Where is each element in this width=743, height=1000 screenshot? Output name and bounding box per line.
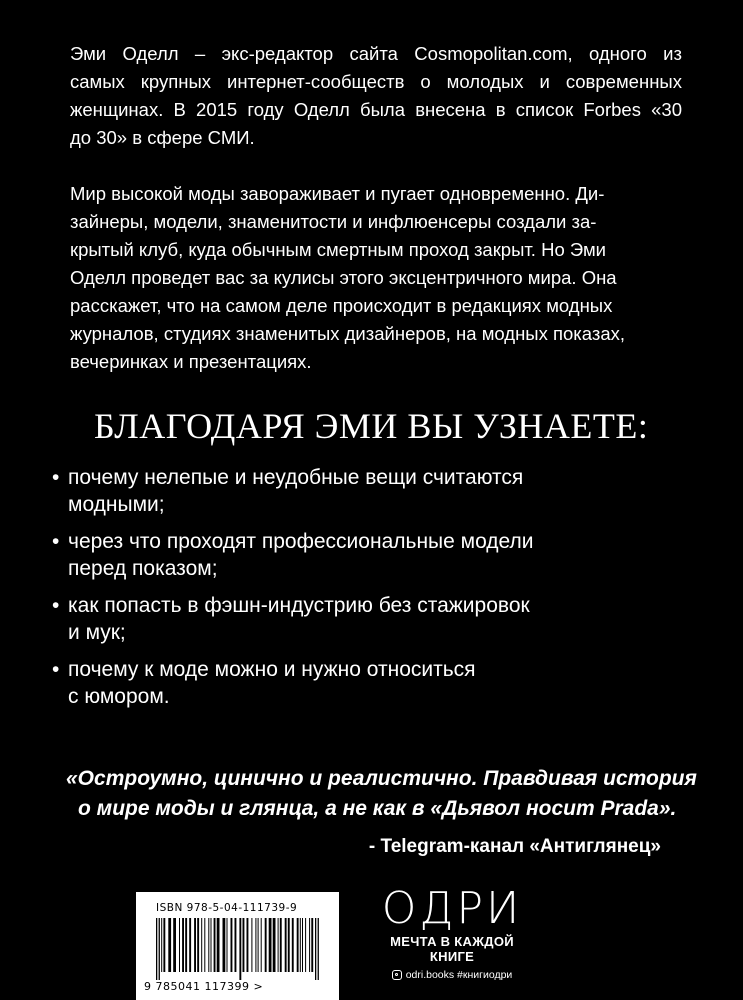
quote-line: о мире моды и глянца, а не как в «Дьявол носит Prada». <box>78 797 677 820</box>
benefits-list <box>52 464 692 720</box>
quote-line: «Остроумно, цинично и реалистично. Правдивая история <box>66 767 697 790</box>
barcode-digits: 9 785041 117399 > <box>144 980 264 993</box>
list-item-line: модными; <box>68 493 165 516</box>
review-quote <box>66 764 697 824</box>
list-item-line: как попасть в фэшн-индустрию без стажировок <box>68 594 530 617</box>
author-bio-line: до 30» в сфере СМИ. <box>70 127 255 148</box>
barcode-icon <box>156 918 320 980</box>
publisher-block <box>368 884 536 982</box>
publisher-slogan: МЕЧТА В КАЖДОЙ <box>390 934 514 949</box>
author-bio <box>70 40 682 152</box>
bullet-icon: • <box>52 466 60 489</box>
description-line: вечеринках и презентациях. <box>70 351 312 372</box>
publisher-logo: ОДРИ <box>381 883 523 934</box>
barcode-panel <box>136 892 339 1000</box>
list-item <box>52 464 692 518</box>
description-line: расскажет, что на самом деле происходит в редакциях модных <box>70 295 613 316</box>
isbn-text: ISBN 978-5-04-111739-9 <box>156 902 298 914</box>
book-description <box>70 180 682 376</box>
list-item-line: и мук; <box>68 621 126 644</box>
description-line: Оделл проведет вас за кулисы этого эксцентричного мира. Она <box>70 267 617 288</box>
author-bio-line: женщинах. В 2015 году Оделл была внесена в список Forbes «30 <box>70 99 682 120</box>
author-bio-line: самых крупных интернет-сообществ о молодых и современных <box>70 71 682 92</box>
list-item <box>52 656 692 710</box>
list-item-line: почему к моде можно и нужно относиться <box>68 658 476 681</box>
description-line: журналов, студиях знаменитых дизайнеров, на модных показах, <box>70 323 626 344</box>
description-line: зайнеры, модели, знаменитости и инфлюенсеры создали за- <box>70 211 597 232</box>
bullet-icon: • <box>52 530 60 553</box>
instagram-icon <box>392 970 402 980</box>
description-line: крытый клуб, куда обычным смертным проход закрыт. Но Эми <box>70 239 607 260</box>
list-item <box>52 528 692 582</box>
list-item-line: с юмором. <box>68 685 170 708</box>
bullet-icon: • <box>52 658 60 681</box>
description-line: Мир высокой моды завораживает и пугает одновременно. Ди- <box>70 183 605 204</box>
quote-attribution: - Telegram-канал «Антиглянец» <box>368 836 661 857</box>
author-bio-line: Эми Оделл – экс-редактор сайта Cosmopolitan.com, одного из <box>70 43 682 64</box>
list-item-line: через что проходят профессиональные модели <box>68 530 534 553</box>
section-heading: БЛАГОДАРЯ ЭМИ ВЫ УЗНАЕТЕ: <box>94 406 649 446</box>
list-item-line: перед показом; <box>68 557 218 580</box>
publisher-slogan: КНИГЕ <box>429 949 475 964</box>
list-item <box>52 592 692 646</box>
publisher-social <box>368 968 536 982</box>
list-item-line: почему нелепые и неудобные вещи считаются <box>68 466 524 489</box>
bullet-icon: • <box>52 594 60 617</box>
social-handle: odri.books #книгиодри <box>405 969 513 981</box>
